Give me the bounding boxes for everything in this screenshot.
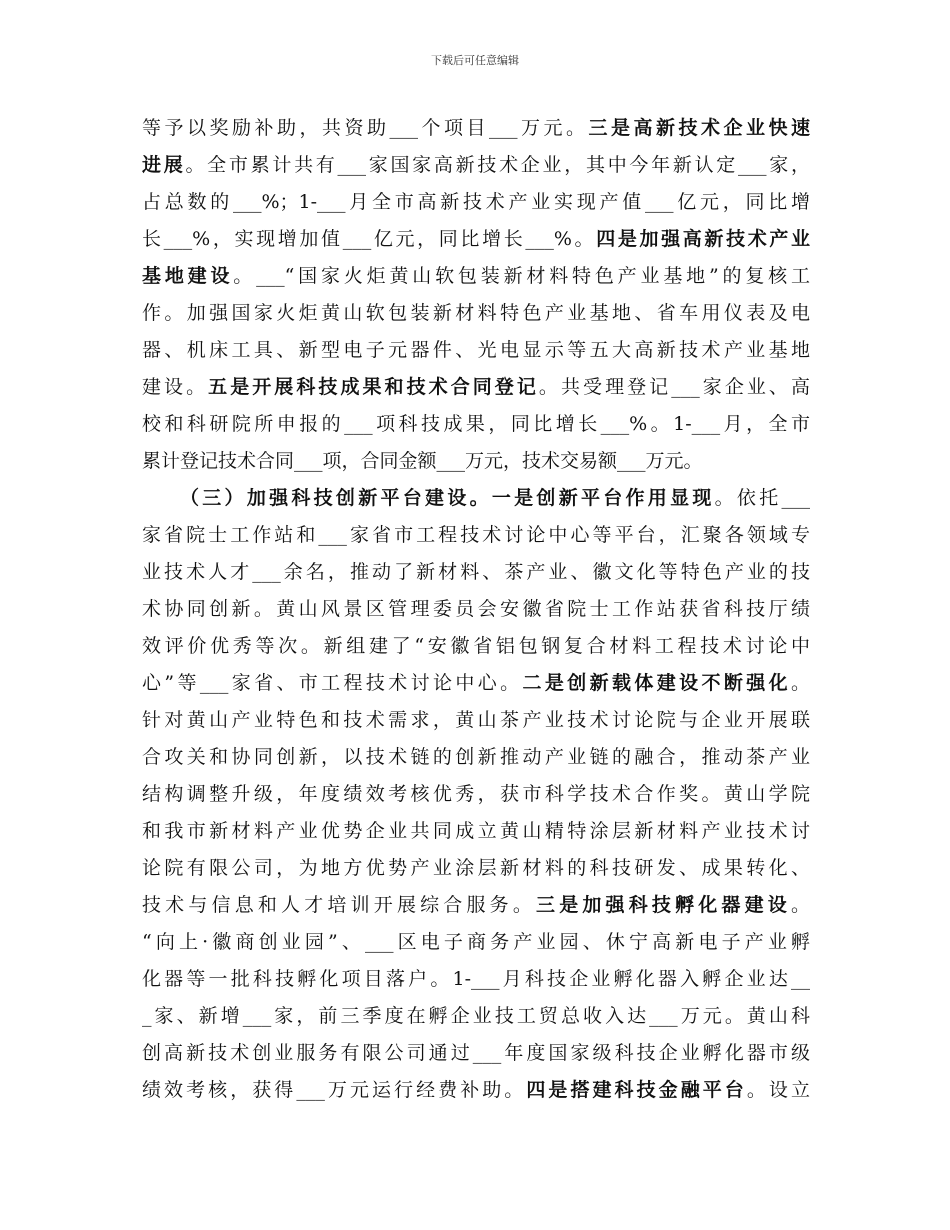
text-segment: 建设。 xyxy=(142,376,209,398)
text-line xyxy=(142,1072,810,1109)
text-line xyxy=(142,517,810,554)
text-line xyxy=(142,295,810,332)
bold-text-segment: 进展 xyxy=(142,154,186,176)
text-segment: 。依托___ xyxy=(714,487,810,509)
bold-text-segment: 四是搭建科技金融平台 xyxy=(526,1079,747,1101)
text-segment: 化器等一批科技孵化项目落户。1-___月科技企业孵化器入孵企业达__ xyxy=(142,968,810,990)
text-segment: 累计登记技术合同___项，合同金额___万元，技术交易额___万元。 xyxy=(142,450,703,472)
text-segment: 校和科研院所申报的___项科技成果，同比增长___%。1-___月，全市 xyxy=(142,413,810,435)
bold-text-segment: 三是加强科技孵化器建设 xyxy=(536,894,791,916)
text-segment: 作。加强国家火炬黄山软包装新材料特色产业基地、省车用仪表及电 xyxy=(142,302,810,324)
text-segment: 绩效考核，获得___万元运行经费补助。 xyxy=(142,1079,527,1101)
text-line xyxy=(142,813,810,850)
text-segment: 心”等___家省、市工程技术讨论中心。 xyxy=(142,672,523,694)
page-header: 下载后可任意编辑 xyxy=(431,54,519,67)
text-segment: 。共受理登记___家企业、高 xyxy=(538,376,810,398)
text-segment: 结构调整升级，年度绩效考核优秀，获市科学技术合作奖。黄山学院 xyxy=(142,783,810,805)
text-segment: 效评价优秀等次。新组建了“安徽省铝包钢复合材料工程技术讨论中 xyxy=(142,635,810,657)
text-line xyxy=(142,443,810,480)
text-line xyxy=(142,702,810,739)
text-segment: 合攻关和协同创新，以技术链的创新推动产业链的融合，推动茶产业 xyxy=(142,746,810,768)
text-line xyxy=(142,887,810,924)
text-segment: 占总数的___%；1-___月全市高新技术产业实现产值___亿元，同比增 xyxy=(142,191,810,213)
bold-text-segment: 四是加强高新技术产业 xyxy=(596,228,810,250)
text-line xyxy=(142,924,810,961)
text-line xyxy=(142,184,810,221)
text-segment: 针对黄山产业特色和技术需求，黄山茶产业技术讨论院与企业开展联 xyxy=(142,709,810,731)
text-line xyxy=(142,369,810,406)
text-segment: 器、机床工具、新型电子元器件、光电显示等五大高新技术产业基地 xyxy=(142,339,810,361)
text-segment: 等予以奖励补助，共资助___个项目___万元。 xyxy=(142,117,589,139)
text-line xyxy=(142,554,810,591)
text-segment: “向上·徽商创业园”、___区电子商务产业园、休宁高新电子产业孵 xyxy=(142,931,810,953)
text-line xyxy=(142,628,810,665)
text-line xyxy=(142,591,810,628)
text-line xyxy=(142,739,810,776)
text-segment: 业技术人才___余名，推动了新材料、茶产业、徽文化等特色产业的技 xyxy=(142,561,810,583)
text-line xyxy=(142,332,810,369)
text-segment: 论院有限公司，为地方优势产业涂层新材料的科技研发、成果转化、 xyxy=(142,857,810,879)
text-segment: 创高新技术创业服务有限公司通过___年度国家级科技企业孵化器市级 xyxy=(142,1042,810,1064)
text-line xyxy=(142,110,810,147)
bold-text-segment: 五是开展科技成果和技术合同登记 xyxy=(208,376,539,398)
text-line xyxy=(142,406,810,443)
text-segment: 家省院士工作站和___家省市工程技术讨论中心等平台，汇聚各领域专 xyxy=(142,524,810,546)
text-segment: 长___%，实现增加值___亿元，同比增长___%。 xyxy=(142,228,597,250)
text-segment: 。 xyxy=(790,672,810,694)
bold-text-segment: 三是高新技术企业快速 xyxy=(588,117,810,139)
bold-text-segment: （三）加强科技创新平台建设。一是创新平台作用显现 xyxy=(180,487,715,509)
text-line xyxy=(142,776,810,813)
text-segment: 术协同创新。黄山风景区管理委员会安徽省院士工作站获省科技厅绩 xyxy=(142,598,810,620)
text-line xyxy=(142,147,810,184)
text-line xyxy=(142,961,810,998)
text-segment: 技术与信息和人才培训开展综合服务。 xyxy=(142,894,537,916)
document-body xyxy=(142,110,810,1109)
text-line xyxy=(142,665,810,702)
bold-text-segment: 二是创新载体建设不断强化 xyxy=(522,672,791,694)
text-segment: 。全市累计共有___家国家高新技术企业，其中今年新认定___家， xyxy=(185,154,810,176)
text-segment: 。设立 xyxy=(746,1079,810,1101)
text-segment: 和我市新材料产业优势企业共同成立黄山精特涂层新材料产业技术讨 xyxy=(142,820,810,842)
text-segment: 。___“国家火炬黄山软包装新材料特色产业基地”的复核工 xyxy=(233,265,810,287)
text-line xyxy=(142,850,810,887)
text-segment: _家、新增___家，前三季度在孵企业技工贸总收入达___万元。黄山科 xyxy=(142,1005,810,1027)
text-line xyxy=(142,998,810,1035)
bold-text-segment: 基地建设 xyxy=(142,265,234,287)
text-line xyxy=(142,480,810,517)
text-line xyxy=(142,258,810,295)
text-line xyxy=(142,221,810,258)
text-line xyxy=(142,1035,810,1072)
text-segment: 。 xyxy=(790,894,810,916)
